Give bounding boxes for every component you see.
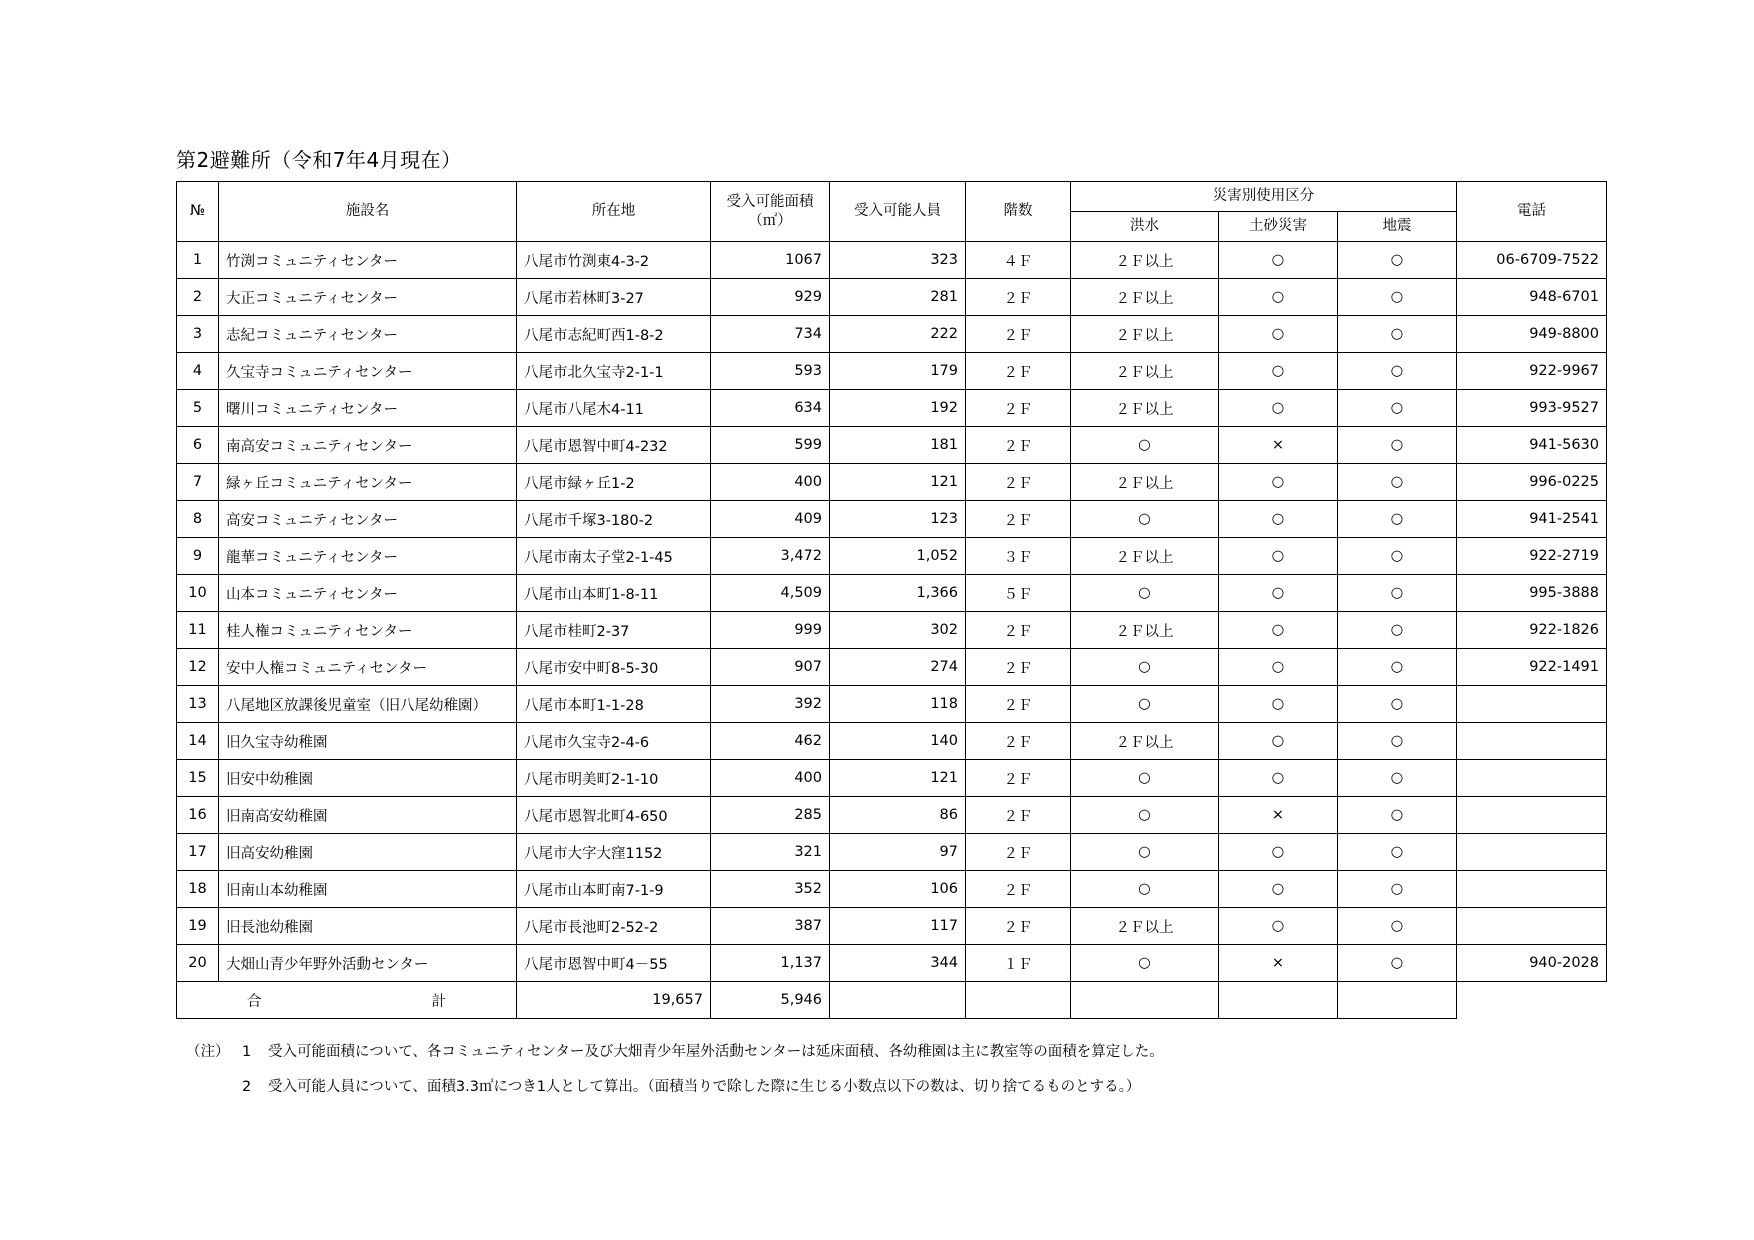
cell-area: 599 [711, 427, 830, 464]
header-floors: 階数 [966, 182, 1071, 242]
header-address: 所在地 [517, 182, 711, 242]
cell-phone: 941-2541 [1457, 501, 1607, 538]
table-row [177, 427, 1607, 464]
cell-capacity: 181 [830, 427, 966, 464]
header-phone: 電話 [1457, 182, 1607, 242]
cell-area: 321 [711, 834, 830, 871]
cell-no: 8 [177, 501, 219, 538]
cell-landslide: ○ [1219, 649, 1338, 686]
cell-earthquake: ○ [1338, 390, 1457, 427]
table-row [177, 242, 1607, 279]
cell-earthquake: ○ [1338, 945, 1457, 982]
cell-capacity: 1,052 [830, 538, 966, 575]
cell-facility-name: 旧久宝寺幼稚園 [219, 723, 517, 760]
cell-address: 八尾市大字大窪1152 [517, 834, 711, 871]
cell-capacity: 118 [830, 686, 966, 723]
cell-no: 4 [177, 353, 219, 390]
cell-flood: ○ [1071, 427, 1219, 464]
cell-no: 3 [177, 316, 219, 353]
header-flood: 洪水 [1071, 212, 1219, 242]
cell-landslide: × [1219, 797, 1338, 834]
note-2-number: 2 [242, 1079, 252, 1095]
note-2-text: 受入可能人員について、面積3.3㎡につき1人として算出。（面積当りで除した際に生じる小数点以下の数は、切り捨てるものとする。） [268, 1079, 1141, 1095]
cell-area: 734 [711, 316, 830, 353]
cell-no: 2 [177, 279, 219, 316]
cell-floors: ２Ｆ [966, 316, 1071, 353]
cell-floors: ２Ｆ [966, 427, 1071, 464]
cell-no: 5 [177, 390, 219, 427]
cell-landslide: × [1219, 427, 1338, 464]
cell-address: 八尾市竹渕東4-3-2 [517, 242, 711, 279]
cell-area: 387 [711, 908, 830, 945]
cell-phone: 996-0225 [1457, 464, 1607, 501]
table-row [177, 612, 1607, 649]
cell-phone: 949-8800 [1457, 316, 1607, 353]
cell-earthquake: ○ [1338, 279, 1457, 316]
cell-no: 15 [177, 760, 219, 797]
cell-earthquake: ○ [1338, 353, 1457, 390]
cell-facility-name: 桂人権コミュニティセンター [219, 612, 517, 649]
cell-flood: ○ [1071, 501, 1219, 538]
table-row [177, 538, 1607, 575]
cell-facility-name: 旧南高安幼稚園 [219, 797, 517, 834]
cell-address: 八尾市桂町2-37 [517, 612, 711, 649]
table-row [177, 649, 1607, 686]
cell-capacity: 274 [830, 649, 966, 686]
cell-landslide: ○ [1219, 316, 1338, 353]
cell-phone: 922-9967 [1457, 353, 1607, 390]
cell-flood: ２Ｆ以上 [1071, 908, 1219, 945]
cell-area: 1067 [711, 242, 830, 279]
cell-area: 352 [711, 871, 830, 908]
header-landslide: 土砂災害 [1219, 212, 1338, 242]
cell-address: 八尾市志紀町西1-8-2 [517, 316, 711, 353]
cell-capacity: 140 [830, 723, 966, 760]
table-row [177, 834, 1607, 871]
table-row [177, 390, 1607, 427]
total-capacity: 5,946 [711, 982, 830, 1019]
cell-floors: ２Ｆ [966, 871, 1071, 908]
cell-facility-name: 曙川コミュニティセンター [219, 390, 517, 427]
cell-facility-name: 大正コミュニティセンター [219, 279, 517, 316]
cell-no: 13 [177, 686, 219, 723]
cell-capacity: 302 [830, 612, 966, 649]
total-label [177, 982, 517, 1019]
table-row [177, 871, 1607, 908]
total-label-a: 合 [247, 993, 262, 1010]
cell-no: 7 [177, 464, 219, 501]
cell-area: 4,509 [711, 575, 830, 612]
cell-no: 14 [177, 723, 219, 760]
cell-floors: ５Ｆ [966, 575, 1071, 612]
cell-landslide: ○ [1219, 390, 1338, 427]
cell-area: 593 [711, 353, 830, 390]
cell-facility-name: 旧高安幼稚園 [219, 834, 517, 871]
cell-area: 392 [711, 686, 830, 723]
cell-address: 八尾市久宝寺2-4-6 [517, 723, 711, 760]
page-title: 第2避難所（令和7年4月現在） [176, 148, 462, 172]
cell-floors: ２Ｆ [966, 723, 1071, 760]
cell-phone [1457, 908, 1607, 945]
cell-facility-name: 旧長池幼稚園 [219, 908, 517, 945]
header-name: 施設名 [219, 182, 517, 242]
cell-no: 17 [177, 834, 219, 871]
cell-earthquake: ○ [1338, 575, 1457, 612]
cell-earthquake: ○ [1338, 871, 1457, 908]
table-total [177, 982, 1607, 1019]
table-row [177, 908, 1607, 945]
cell-no: 1 [177, 242, 219, 279]
cell-no: 18 [177, 871, 219, 908]
cell-no: 20 [177, 945, 219, 982]
cell-phone: 995-3888 [1457, 575, 1607, 612]
cell-facility-name: 大畑山青少年野外活動センター [219, 945, 517, 982]
cell-phone: 922-2719 [1457, 538, 1607, 575]
cell-address: 八尾市恩智中町4－55 [517, 945, 711, 982]
cell-capacity: 121 [830, 464, 966, 501]
cell-facility-name: 山本コミュニティセンター [219, 575, 517, 612]
cell-address: 八尾市千塚3-180-2 [517, 501, 711, 538]
cell-earthquake: ○ [1338, 316, 1457, 353]
cell-phone [1457, 686, 1607, 723]
cell-landslide: ○ [1219, 686, 1338, 723]
cell-landslide: ○ [1219, 834, 1338, 871]
cell-flood: ２Ｆ以上 [1071, 242, 1219, 279]
total-label-b: 計 [431, 993, 446, 1010]
cell-phone [1457, 723, 1607, 760]
cell-phone: 922-1826 [1457, 612, 1607, 649]
header-no: № [177, 182, 219, 242]
cell-capacity: 121 [830, 760, 966, 797]
cell-floors: ２Ｆ [966, 390, 1071, 427]
cell-address: 八尾市北久宝寺2-1-1 [517, 353, 711, 390]
cell-flood: ○ [1071, 945, 1219, 982]
table-row [177, 945, 1607, 982]
cell-capacity: 86 [830, 797, 966, 834]
cell-facility-name: 南高安コミュニティセンター [219, 427, 517, 464]
table-row [177, 353, 1607, 390]
cell-landslide: ○ [1219, 279, 1338, 316]
cell-flood: ○ [1071, 834, 1219, 871]
cell-landslide: ○ [1219, 908, 1338, 945]
cell-address: 八尾市山本町南7-1-9 [517, 871, 711, 908]
header-disaster-group: 災害別使用区分 [1071, 182, 1457, 212]
cell-area: 285 [711, 797, 830, 834]
cell-address: 八尾市長池町2-52-2 [517, 908, 711, 945]
cell-capacity: 222 [830, 316, 966, 353]
cell-flood: ２Ｆ以上 [1071, 612, 1219, 649]
cell-flood: ２Ｆ以上 [1071, 538, 1219, 575]
cell-floors: ２Ｆ [966, 353, 1071, 390]
cell-capacity: 323 [830, 242, 966, 279]
cell-address: 八尾市明美町2-1-10 [517, 760, 711, 797]
cell-earthquake: ○ [1338, 760, 1457, 797]
cell-capacity: 281 [830, 279, 966, 316]
cell-address: 八尾市恩智中町4-232 [517, 427, 711, 464]
cell-address: 八尾市八尾木4-11 [517, 390, 711, 427]
cell-landslide: ○ [1219, 871, 1338, 908]
cell-floors: ２Ｆ [966, 908, 1071, 945]
table-row [177, 279, 1607, 316]
cell-landslide: ○ [1219, 760, 1338, 797]
cell-floors: ４Ｆ [966, 242, 1071, 279]
note-1 [186, 1040, 1164, 1061]
cell-earthquake: ○ [1338, 797, 1457, 834]
cell-floors: ２Ｆ [966, 760, 1071, 797]
cell-flood: ２Ｆ以上 [1071, 464, 1219, 501]
cell-earthquake: ○ [1338, 538, 1457, 575]
cell-phone [1457, 760, 1607, 797]
total-empty-floors [830, 982, 966, 1019]
total-empty-phone [1338, 982, 1457, 1019]
cell-no: 9 [177, 538, 219, 575]
cell-facility-name: 志紀コミュニティセンター [219, 316, 517, 353]
cell-capacity: 179 [830, 353, 966, 390]
table-row [177, 316, 1607, 353]
table-header [177, 182, 1607, 242]
cell-capacity: 192 [830, 390, 966, 427]
cell-capacity: 344 [830, 945, 966, 982]
cell-earthquake: ○ [1338, 612, 1457, 649]
cell-earthquake: ○ [1338, 242, 1457, 279]
cell-flood: ２Ｆ以上 [1071, 723, 1219, 760]
cell-flood: ２Ｆ以上 [1071, 390, 1219, 427]
cell-area: 1,137 [711, 945, 830, 982]
cell-no: 6 [177, 427, 219, 464]
cell-capacity: 123 [830, 501, 966, 538]
cell-phone: 941-5630 [1457, 427, 1607, 464]
cell-phone: 06-6709-7522 [1457, 242, 1607, 279]
cell-phone: 922-1491 [1457, 649, 1607, 686]
table-body [177, 242, 1607, 982]
header-earthquake: 地震 [1338, 212, 1457, 242]
total-area: 19,657 [517, 982, 711, 1019]
cell-facility-name: 八尾地区放課後児童室（旧八尾幼稚園） [219, 686, 517, 723]
cell-floors: ２Ｆ [966, 649, 1071, 686]
cell-floors: ２Ｆ [966, 834, 1071, 871]
cell-landslide: ○ [1219, 464, 1338, 501]
total-empty-earthquake [1219, 982, 1338, 1019]
cell-flood: ○ [1071, 575, 1219, 612]
cell-area: 3,472 [711, 538, 830, 575]
cell-floors: １Ｆ [966, 945, 1071, 982]
cell-no: 11 [177, 612, 219, 649]
cell-earthquake: ○ [1338, 834, 1457, 871]
cell-earthquake: ○ [1338, 427, 1457, 464]
cell-no: 19 [177, 908, 219, 945]
cell-capacity: 1,366 [830, 575, 966, 612]
cell-earthquake: ○ [1338, 686, 1457, 723]
cell-facility-name: 緑ヶ丘コミュニティセンター [219, 464, 517, 501]
cell-facility-name: 安中人権コミュニティセンター [219, 649, 517, 686]
cell-phone [1457, 797, 1607, 834]
cell-earthquake: ○ [1338, 649, 1457, 686]
note-2 [186, 1075, 1140, 1096]
cell-floors: ２Ｆ [966, 279, 1071, 316]
cell-landslide: ○ [1219, 353, 1338, 390]
cell-area: 999 [711, 612, 830, 649]
cell-landslide: ○ [1219, 501, 1338, 538]
cell-landslide: ○ [1219, 242, 1338, 279]
cell-facility-name: 竹渕コミュニティセンター [219, 242, 517, 279]
cell-landslide: ○ [1219, 723, 1338, 760]
table-row [177, 797, 1607, 834]
cell-facility-name: 龍華コミュニティセンター [219, 538, 517, 575]
cell-address: 八尾市恩智北町4-650 [517, 797, 711, 834]
cell-area: 400 [711, 464, 830, 501]
cell-no: 16 [177, 797, 219, 834]
cell-area: 462 [711, 723, 830, 760]
table-row [177, 464, 1607, 501]
cell-flood: ○ [1071, 797, 1219, 834]
cell-flood: ○ [1071, 760, 1219, 797]
cell-address: 八尾市山本町1-8-11 [517, 575, 711, 612]
cell-phone [1457, 871, 1607, 908]
cell-earthquake: ○ [1338, 501, 1457, 538]
shelter-table [176, 181, 1607, 1019]
note-1-number: 1 [242, 1044, 252, 1060]
cell-floors: ３Ｆ [966, 538, 1071, 575]
cell-phone: 948-6701 [1457, 279, 1607, 316]
cell-earthquake: ○ [1338, 464, 1457, 501]
cell-floors: ２Ｆ [966, 797, 1071, 834]
cell-address: 八尾市南太子堂2-1-45 [517, 538, 711, 575]
header-area-label: 受入可能面積（㎡） [726, 193, 814, 229]
cell-capacity: 97 [830, 834, 966, 871]
cell-earthquake: ○ [1338, 723, 1457, 760]
cell-flood: ２Ｆ以上 [1071, 316, 1219, 353]
cell-floors: ２Ｆ [966, 501, 1071, 538]
total-empty-flood [966, 982, 1071, 1019]
cell-no: 10 [177, 575, 219, 612]
cell-landslide: × [1219, 945, 1338, 982]
cell-area: 409 [711, 501, 830, 538]
cell-address: 八尾市安中町8-5-30 [517, 649, 711, 686]
cell-address: 八尾市緑ヶ丘1-2 [517, 464, 711, 501]
cell-landslide: ○ [1219, 575, 1338, 612]
cell-address: 八尾市本町1-1-28 [517, 686, 711, 723]
table-row [177, 575, 1607, 612]
cell-area: 634 [711, 390, 830, 427]
note-1-text: 受入可能面積について、各コミュニティセンター及び大畑青少年屋外活動センターは延床面積、各幼稚園は主に教室等の面積を算定した。 [268, 1044, 1164, 1060]
table-row [177, 501, 1607, 538]
cell-flood: ○ [1071, 871, 1219, 908]
cell-flood: ２Ｆ以上 [1071, 353, 1219, 390]
cell-capacity: 106 [830, 871, 966, 908]
cell-area: 929 [711, 279, 830, 316]
table-row [177, 686, 1607, 723]
cell-facility-name: 旧南山本幼稚園 [219, 871, 517, 908]
cell-flood: ○ [1071, 686, 1219, 723]
cell-phone: 940-2028 [1457, 945, 1607, 982]
cell-no: 12 [177, 649, 219, 686]
cell-flood: ○ [1071, 649, 1219, 686]
cell-facility-name: 久宝寺コミュニティセンター [219, 353, 517, 390]
cell-flood: ２Ｆ以上 [1071, 279, 1219, 316]
note-prefix: （注） [186, 1044, 230, 1060]
cell-facility-name: 旧安中幼稚園 [219, 760, 517, 797]
cell-phone: 993-9527 [1457, 390, 1607, 427]
cell-earthquake: ○ [1338, 908, 1457, 945]
cell-capacity: 117 [830, 908, 966, 945]
table-row [177, 760, 1607, 797]
cell-landslide: ○ [1219, 612, 1338, 649]
header-area [711, 182, 830, 242]
total-empty-landslide [1071, 982, 1219, 1019]
cell-address: 八尾市若林町3-27 [517, 279, 711, 316]
cell-floors: ２Ｆ [966, 464, 1071, 501]
header-capacity: 受入可能人員 [830, 182, 966, 242]
cell-landslide: ○ [1219, 538, 1338, 575]
cell-facility-name: 高安コミュニティセンター [219, 501, 517, 538]
cell-phone [1457, 834, 1607, 871]
cell-floors: ２Ｆ [966, 686, 1071, 723]
cell-area: 400 [711, 760, 830, 797]
table-row [177, 723, 1607, 760]
cell-area: 907 [711, 649, 830, 686]
cell-floors: ２Ｆ [966, 612, 1071, 649]
